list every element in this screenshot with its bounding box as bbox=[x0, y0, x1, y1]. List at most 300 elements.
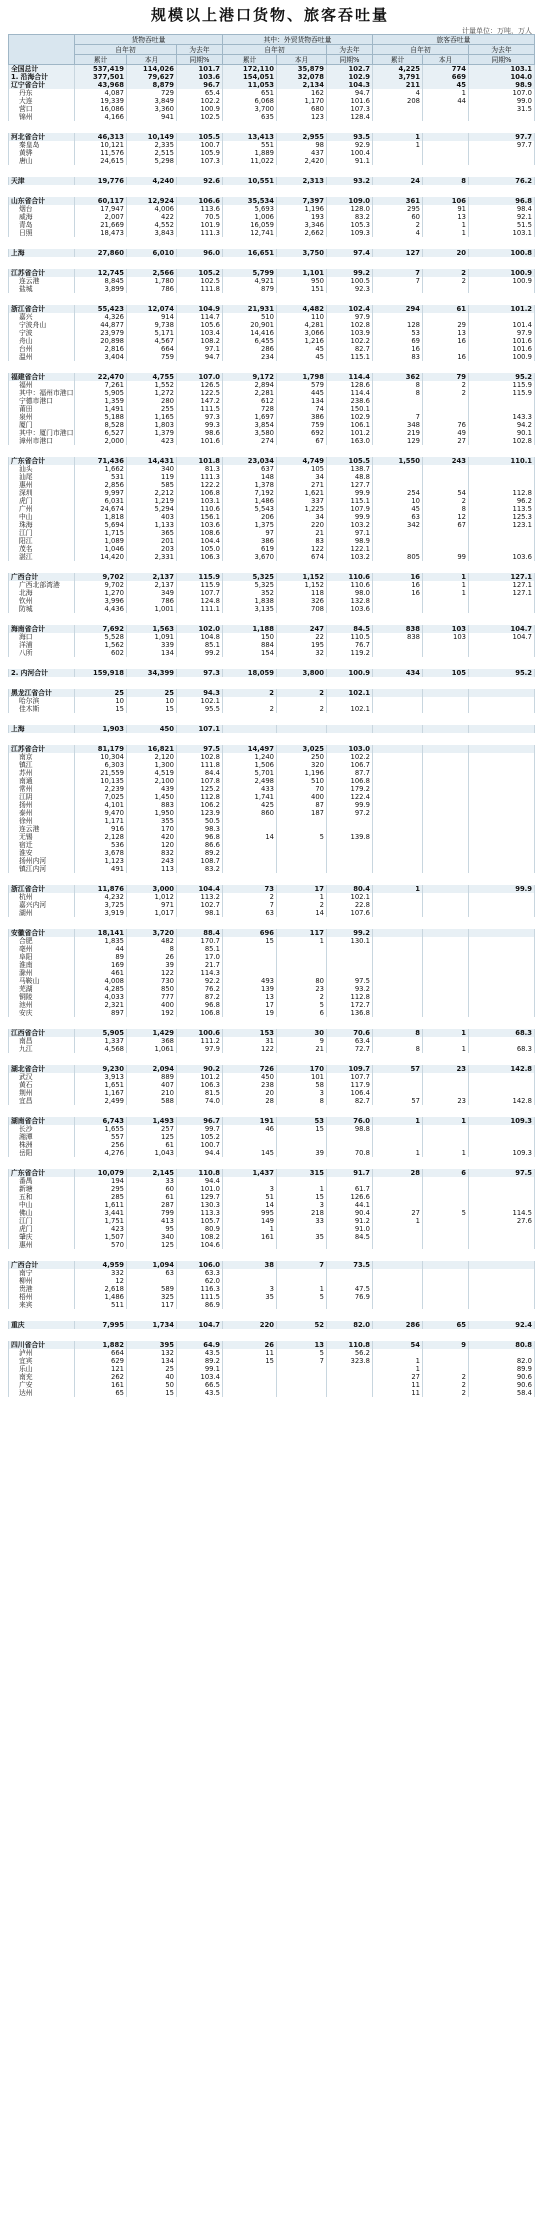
value-cell bbox=[373, 865, 423, 873]
value-cell: 117.9 bbox=[327, 1081, 373, 1089]
value-cell: 210 bbox=[127, 1089, 177, 1097]
value-cell bbox=[469, 929, 535, 937]
value-cell bbox=[373, 293, 423, 305]
value-cell: 89 bbox=[75, 953, 127, 961]
value-cell bbox=[469, 1053, 535, 1065]
value-cell bbox=[223, 1133, 277, 1141]
value-cell: 1,493 bbox=[127, 1117, 177, 1125]
value-cell: 97.2 bbox=[327, 809, 373, 817]
value-cell: 8 bbox=[127, 945, 177, 953]
table-row bbox=[9, 113, 535, 121]
table-row bbox=[9, 537, 535, 545]
value-cell: 8,845 bbox=[75, 277, 127, 285]
value-cell: 81,179 bbox=[75, 745, 127, 753]
value-cell: 1,188 bbox=[223, 625, 277, 633]
value-cell bbox=[327, 677, 373, 689]
value-cell: 106 bbox=[423, 197, 469, 205]
value-cell bbox=[327, 713, 373, 725]
value-cell bbox=[177, 1157, 223, 1169]
value-cell: 99.2 bbox=[327, 929, 373, 937]
value-cell bbox=[327, 953, 373, 961]
value-cell: 5 bbox=[277, 1349, 327, 1357]
value-cell: 950 bbox=[277, 277, 327, 285]
value-cell bbox=[469, 1193, 535, 1201]
value-cell: 53 bbox=[373, 329, 423, 337]
value-cell: 3,360 bbox=[127, 105, 177, 113]
value-cell bbox=[223, 361, 277, 373]
value-cell: 102.5 bbox=[177, 113, 223, 121]
table-row bbox=[9, 197, 535, 205]
row-label-cell: 秦皇岛 bbox=[9, 141, 75, 149]
value-cell: 16,651 bbox=[223, 249, 277, 257]
value-cell: 108.7 bbox=[177, 857, 223, 865]
table-row bbox=[9, 1261, 535, 1269]
value-cell: 107.8 bbox=[177, 777, 223, 785]
value-cell: 108.6 bbox=[177, 529, 223, 537]
value-cell: 106.8 bbox=[177, 489, 223, 497]
value-cell bbox=[177, 165, 223, 177]
row-label-cell bbox=[9, 713, 75, 725]
value-cell bbox=[423, 753, 469, 761]
value-cell: 7 bbox=[373, 277, 423, 285]
value-cell: 4,326 bbox=[75, 313, 127, 321]
value-cell: 95.2 bbox=[469, 373, 535, 381]
value-cell: 105.5 bbox=[177, 133, 223, 141]
row-label-cell bbox=[9, 293, 75, 305]
value-cell: 50.5 bbox=[177, 817, 223, 825]
value-cell bbox=[327, 945, 373, 953]
value-cell: 114,026 bbox=[127, 65, 177, 74]
value-cell: 104.4 bbox=[177, 537, 223, 545]
value-cell: 102.2 bbox=[327, 337, 373, 345]
value-cell bbox=[373, 849, 423, 857]
row-label-cell: 重庆 bbox=[9, 1321, 75, 1329]
table-row bbox=[9, 373, 535, 381]
value-cell bbox=[277, 1177, 327, 1185]
value-cell: 4 bbox=[373, 229, 423, 237]
table-body bbox=[9, 65, 535, 1398]
value-cell: 94.4 bbox=[177, 1149, 223, 1157]
value-cell: 211 bbox=[373, 81, 423, 89]
value-cell: 708 bbox=[277, 605, 327, 613]
table-row bbox=[9, 389, 535, 397]
value-cell: 139 bbox=[223, 985, 277, 993]
value-cell: 122 bbox=[277, 545, 327, 553]
table-row bbox=[9, 185, 535, 197]
table-row bbox=[9, 1277, 535, 1285]
value-cell: 32 bbox=[277, 649, 327, 657]
value-cell: 21,931 bbox=[223, 305, 277, 313]
value-cell: 97.1 bbox=[327, 529, 373, 537]
value-cell: 89.2 bbox=[177, 1357, 223, 1365]
value-cell: 150 bbox=[223, 633, 277, 641]
row-label-cell: 肇庆 bbox=[9, 1233, 75, 1241]
value-cell: 104.7 bbox=[469, 633, 535, 641]
value-cell: 55,423 bbox=[75, 305, 127, 313]
value-cell: 61 bbox=[127, 1193, 177, 1201]
value-cell: 2 bbox=[423, 497, 469, 505]
value-cell: 73 bbox=[223, 885, 277, 893]
value-cell bbox=[469, 285, 535, 293]
value-cell: 1 bbox=[423, 581, 469, 589]
value-cell: 61 bbox=[423, 305, 469, 313]
value-cell: 860 bbox=[223, 809, 277, 817]
table-row bbox=[9, 1193, 535, 1201]
value-cell: 110.6 bbox=[177, 505, 223, 513]
value-cell: 72.7 bbox=[327, 1045, 373, 1053]
value-cell: 122 bbox=[127, 969, 177, 977]
value-cell: 3,000 bbox=[127, 885, 177, 893]
value-cell: 161 bbox=[75, 1381, 127, 1389]
value-cell bbox=[469, 825, 535, 833]
value-cell: 123 bbox=[277, 113, 327, 121]
value-cell: 25 bbox=[75, 689, 127, 697]
value-cell bbox=[277, 657, 327, 669]
value-cell: 58 bbox=[277, 1081, 327, 1089]
value-cell bbox=[327, 1329, 373, 1341]
row-label-cell: 1. 沿海合计 bbox=[9, 73, 75, 81]
value-cell: 2 bbox=[423, 1381, 469, 1389]
value-cell bbox=[223, 657, 277, 669]
value-cell: 4,567 bbox=[127, 337, 177, 345]
value-cell: 1,101 bbox=[277, 269, 327, 277]
value-cell: 2 bbox=[423, 381, 469, 389]
value-cell bbox=[127, 1053, 177, 1065]
value-cell bbox=[177, 613, 223, 625]
table-row bbox=[9, 625, 535, 633]
value-cell bbox=[423, 1301, 469, 1309]
value-cell: 122.2 bbox=[177, 481, 223, 489]
value-cell: 80 bbox=[277, 977, 327, 985]
header-cumulative: 累计 bbox=[75, 55, 127, 65]
value-cell bbox=[373, 1285, 423, 1293]
value-cell: 43.5 bbox=[177, 1349, 223, 1357]
value-cell: 99.3 bbox=[177, 421, 223, 429]
table-row bbox=[9, 1037, 535, 1045]
value-cell bbox=[327, 1389, 373, 1397]
value-cell: 107.3 bbox=[177, 157, 223, 165]
value-cell: 355 bbox=[127, 817, 177, 825]
row-label-cell bbox=[9, 1157, 75, 1169]
value-cell: 219 bbox=[373, 429, 423, 437]
value-cell: 142.8 bbox=[469, 1065, 535, 1073]
row-label-cell: 丹东 bbox=[9, 89, 75, 97]
value-cell: 22 bbox=[277, 633, 327, 641]
value-cell: 8 bbox=[423, 505, 469, 513]
value-cell bbox=[469, 657, 535, 669]
value-cell: 102.2 bbox=[327, 753, 373, 761]
value-cell: 76.2 bbox=[177, 985, 223, 993]
value-cell: 9,997 bbox=[75, 489, 127, 497]
value-cell: 102.5 bbox=[177, 277, 223, 285]
value-cell: 111.1 bbox=[177, 605, 223, 613]
value-cell: 63 bbox=[373, 513, 423, 521]
table-row bbox=[9, 777, 535, 785]
value-cell: 101.0 bbox=[177, 1185, 223, 1193]
value-cell: 510 bbox=[277, 777, 327, 785]
value-cell: 5,694 bbox=[75, 521, 127, 529]
value-cell bbox=[469, 849, 535, 857]
value-cell: 34,399 bbox=[127, 669, 177, 677]
value-cell: 21.7 bbox=[177, 961, 223, 969]
table-row bbox=[9, 753, 535, 761]
value-cell: 35 bbox=[277, 1233, 327, 1241]
value-cell bbox=[423, 1125, 469, 1133]
value-cell bbox=[423, 561, 469, 573]
value-cell bbox=[327, 961, 373, 969]
row-label-cell: 徐州 bbox=[9, 817, 75, 825]
value-cell: 98.6 bbox=[177, 429, 223, 437]
table-row bbox=[9, 1217, 535, 1225]
row-label-cell: 辽宁省合计 bbox=[9, 81, 75, 89]
value-cell: 97 bbox=[223, 529, 277, 537]
value-cell: 13,413 bbox=[223, 133, 277, 141]
value-cell: 7 bbox=[223, 901, 277, 909]
value-cell: 147.2 bbox=[177, 397, 223, 405]
value-cell bbox=[423, 785, 469, 793]
row-label-cell: 黑龙江省合计 bbox=[9, 689, 75, 697]
table-row bbox=[9, 329, 535, 337]
row-label-cell: 福州 bbox=[9, 381, 75, 389]
row-label-cell: 广西合计 bbox=[9, 1261, 75, 1269]
value-cell bbox=[127, 237, 177, 249]
row-label-cell: 北海 bbox=[9, 589, 75, 597]
value-cell: 136.8 bbox=[327, 1009, 373, 1017]
value-cell: 114.4 bbox=[327, 373, 373, 381]
value-cell bbox=[469, 985, 535, 993]
value-cell bbox=[469, 785, 535, 793]
value-cell: 89.2 bbox=[177, 849, 223, 857]
value-cell bbox=[423, 405, 469, 413]
value-cell bbox=[469, 817, 535, 825]
value-cell bbox=[223, 1177, 277, 1185]
value-cell bbox=[277, 849, 327, 857]
value-cell: 10 bbox=[373, 497, 423, 505]
value-cell: 43,968 bbox=[75, 81, 127, 89]
row-label-cell: 宁波舟山 bbox=[9, 321, 75, 329]
value-cell: 413 bbox=[127, 1217, 177, 1225]
value-cell: 86.9 bbox=[177, 1301, 223, 1309]
value-cell: 106.1 bbox=[327, 421, 373, 429]
value-cell bbox=[127, 1249, 177, 1261]
value-cell bbox=[223, 1141, 277, 1149]
value-cell: 420 bbox=[127, 833, 177, 841]
value-cell: 100.8 bbox=[469, 249, 535, 257]
value-cell: 58.4 bbox=[469, 1389, 535, 1397]
value-cell: 110.5 bbox=[327, 633, 373, 641]
value-cell: 1 bbox=[277, 1285, 327, 1293]
header-month-end: 本月 bbox=[277, 55, 327, 65]
value-cell: 2 bbox=[277, 705, 327, 713]
value-cell: 493 bbox=[223, 977, 277, 985]
value-cell bbox=[423, 361, 469, 373]
row-label-cell: 阜阳 bbox=[9, 953, 75, 961]
row-label-cell: 江阴 bbox=[9, 793, 75, 801]
value-cell: 897 bbox=[75, 1009, 127, 1017]
value-cell bbox=[223, 1269, 277, 1277]
value-cell: 256 bbox=[75, 1141, 127, 1149]
value-cell bbox=[223, 1053, 277, 1065]
value-cell: 16 bbox=[423, 353, 469, 361]
value-cell bbox=[373, 937, 423, 945]
value-cell bbox=[177, 1329, 223, 1341]
row-label-cell: 宁波 bbox=[9, 329, 75, 337]
value-cell bbox=[469, 165, 535, 177]
value-cell bbox=[177, 121, 223, 133]
table-row bbox=[9, 1241, 535, 1249]
row-label-cell: 宜昌 bbox=[9, 1097, 75, 1105]
value-cell: 1,240 bbox=[223, 753, 277, 761]
row-label-cell bbox=[9, 121, 75, 133]
value-cell bbox=[327, 561, 373, 573]
value-cell: 11,576 bbox=[75, 149, 127, 157]
row-label-cell: 黄骅 bbox=[9, 149, 75, 157]
value-cell bbox=[373, 405, 423, 413]
value-cell: 76.0 bbox=[327, 1117, 373, 1125]
value-cell bbox=[223, 1249, 277, 1261]
value-cell: 4,921 bbox=[223, 277, 277, 285]
table-row bbox=[9, 1105, 535, 1117]
value-cell bbox=[423, 413, 469, 421]
value-cell: 109.7 bbox=[327, 1065, 373, 1073]
value-cell: 602 bbox=[75, 649, 127, 657]
value-cell: 28 bbox=[373, 1169, 423, 1177]
value-cell: 337 bbox=[277, 497, 327, 505]
value-cell bbox=[373, 993, 423, 1001]
value-cell bbox=[373, 1349, 423, 1357]
value-cell: 43.5 bbox=[177, 1389, 223, 1397]
value-cell: 63.3 bbox=[177, 1269, 223, 1277]
value-cell: 9 bbox=[423, 1341, 469, 1349]
value-cell: 5 bbox=[423, 1209, 469, 1217]
value-cell: 127.7 bbox=[327, 481, 373, 489]
value-cell: 116.3 bbox=[177, 1285, 223, 1293]
value-cell: 92.6 bbox=[177, 177, 223, 185]
row-label-cell: 宁德市港口 bbox=[9, 397, 75, 405]
value-cell bbox=[423, 1357, 469, 1365]
value-cell: 125.2 bbox=[177, 785, 223, 793]
value-cell bbox=[423, 689, 469, 697]
value-cell: 101.8 bbox=[177, 457, 223, 465]
value-cell bbox=[75, 1157, 127, 1169]
value-cell bbox=[127, 361, 177, 373]
table-row bbox=[9, 1293, 535, 1301]
value-cell: 119.2 bbox=[327, 649, 373, 657]
row-label-cell: 长沙 bbox=[9, 1125, 75, 1133]
value-cell bbox=[469, 1277, 535, 1285]
value-cell: 98.9 bbox=[469, 81, 535, 89]
value-cell: 1,375 bbox=[223, 521, 277, 529]
table-row bbox=[9, 257, 535, 269]
table-row bbox=[9, 105, 535, 113]
row-label-cell: 烟台 bbox=[9, 205, 75, 213]
value-cell: 63 bbox=[127, 1269, 177, 1277]
value-cell: 20,898 bbox=[75, 337, 127, 345]
value-cell: 1,043 bbox=[127, 1149, 177, 1157]
value-cell: 113.6 bbox=[177, 205, 223, 213]
table-row bbox=[9, 1309, 535, 1321]
row-label-cell: 江门 bbox=[9, 529, 75, 537]
value-cell bbox=[469, 649, 535, 657]
value-cell: 9,230 bbox=[75, 1065, 127, 1073]
row-label-cell: 无锡 bbox=[9, 833, 75, 841]
value-cell: 35 bbox=[223, 1293, 277, 1301]
table-row bbox=[9, 977, 535, 985]
value-cell bbox=[469, 809, 535, 817]
value-cell: 5,294 bbox=[127, 505, 177, 513]
value-cell bbox=[423, 237, 469, 249]
table-row bbox=[9, 669, 535, 677]
table-row bbox=[9, 929, 535, 937]
table-row bbox=[9, 269, 535, 277]
value-cell bbox=[223, 865, 277, 873]
value-cell: 692 bbox=[277, 429, 327, 437]
value-cell bbox=[373, 121, 423, 133]
value-cell bbox=[373, 1177, 423, 1185]
value-cell bbox=[423, 993, 469, 1001]
value-cell: 433 bbox=[223, 785, 277, 793]
value-cell: 257 bbox=[127, 1125, 177, 1133]
value-cell: 76.2 bbox=[469, 177, 535, 185]
value-cell: 340 bbox=[127, 1233, 177, 1241]
row-label-cell: 柳州 bbox=[9, 1277, 75, 1285]
value-cell bbox=[469, 157, 535, 165]
value-cell: 97.5 bbox=[327, 977, 373, 985]
value-cell: 1 bbox=[373, 885, 423, 893]
table-row bbox=[9, 473, 535, 481]
value-cell: 127.1 bbox=[469, 573, 535, 581]
value-cell: 637 bbox=[223, 465, 277, 473]
value-cell: 129.7 bbox=[177, 1193, 223, 1201]
value-cell: 110.8 bbox=[327, 1341, 373, 1349]
value-cell: 2,000 bbox=[75, 437, 127, 445]
value-cell: 2,094 bbox=[127, 1065, 177, 1073]
table-row bbox=[9, 305, 535, 313]
row-label-cell bbox=[9, 561, 75, 573]
value-cell: 805 bbox=[373, 553, 423, 561]
value-cell: 326 bbox=[277, 597, 327, 605]
value-cell bbox=[373, 1073, 423, 1081]
value-cell: 81.5 bbox=[177, 1089, 223, 1097]
value-cell bbox=[127, 917, 177, 929]
value-cell bbox=[469, 561, 535, 573]
value-cell: 110 bbox=[277, 313, 327, 321]
value-cell: 9,738 bbox=[127, 321, 177, 329]
value-cell bbox=[75, 121, 127, 133]
value-cell: 243 bbox=[423, 457, 469, 465]
value-cell bbox=[423, 793, 469, 801]
value-cell: 6,068 bbox=[223, 97, 277, 105]
value-cell bbox=[423, 1009, 469, 1017]
value-cell: 315 bbox=[277, 1169, 327, 1177]
row-label-cell: 湖州 bbox=[9, 909, 75, 917]
row-label-cell: 达州 bbox=[9, 1389, 75, 1397]
value-cell: 27 bbox=[423, 437, 469, 445]
value-cell: 112.8 bbox=[177, 793, 223, 801]
value-cell: 320 bbox=[277, 761, 327, 769]
value-cell bbox=[469, 777, 535, 785]
row-label-cell: 哈尔滨 bbox=[9, 697, 75, 705]
value-cell: 84.5 bbox=[327, 625, 373, 633]
value-cell: 24,674 bbox=[75, 505, 127, 513]
value-cell: 15 bbox=[277, 1193, 327, 1201]
value-cell: 103.4 bbox=[177, 329, 223, 337]
table-row bbox=[9, 745, 535, 753]
value-cell: 8,528 bbox=[75, 421, 127, 429]
value-cell: 6,303 bbox=[75, 761, 127, 769]
value-cell: 145 bbox=[223, 1149, 277, 1157]
row-label-cell: 湖北省合计 bbox=[9, 1065, 75, 1073]
